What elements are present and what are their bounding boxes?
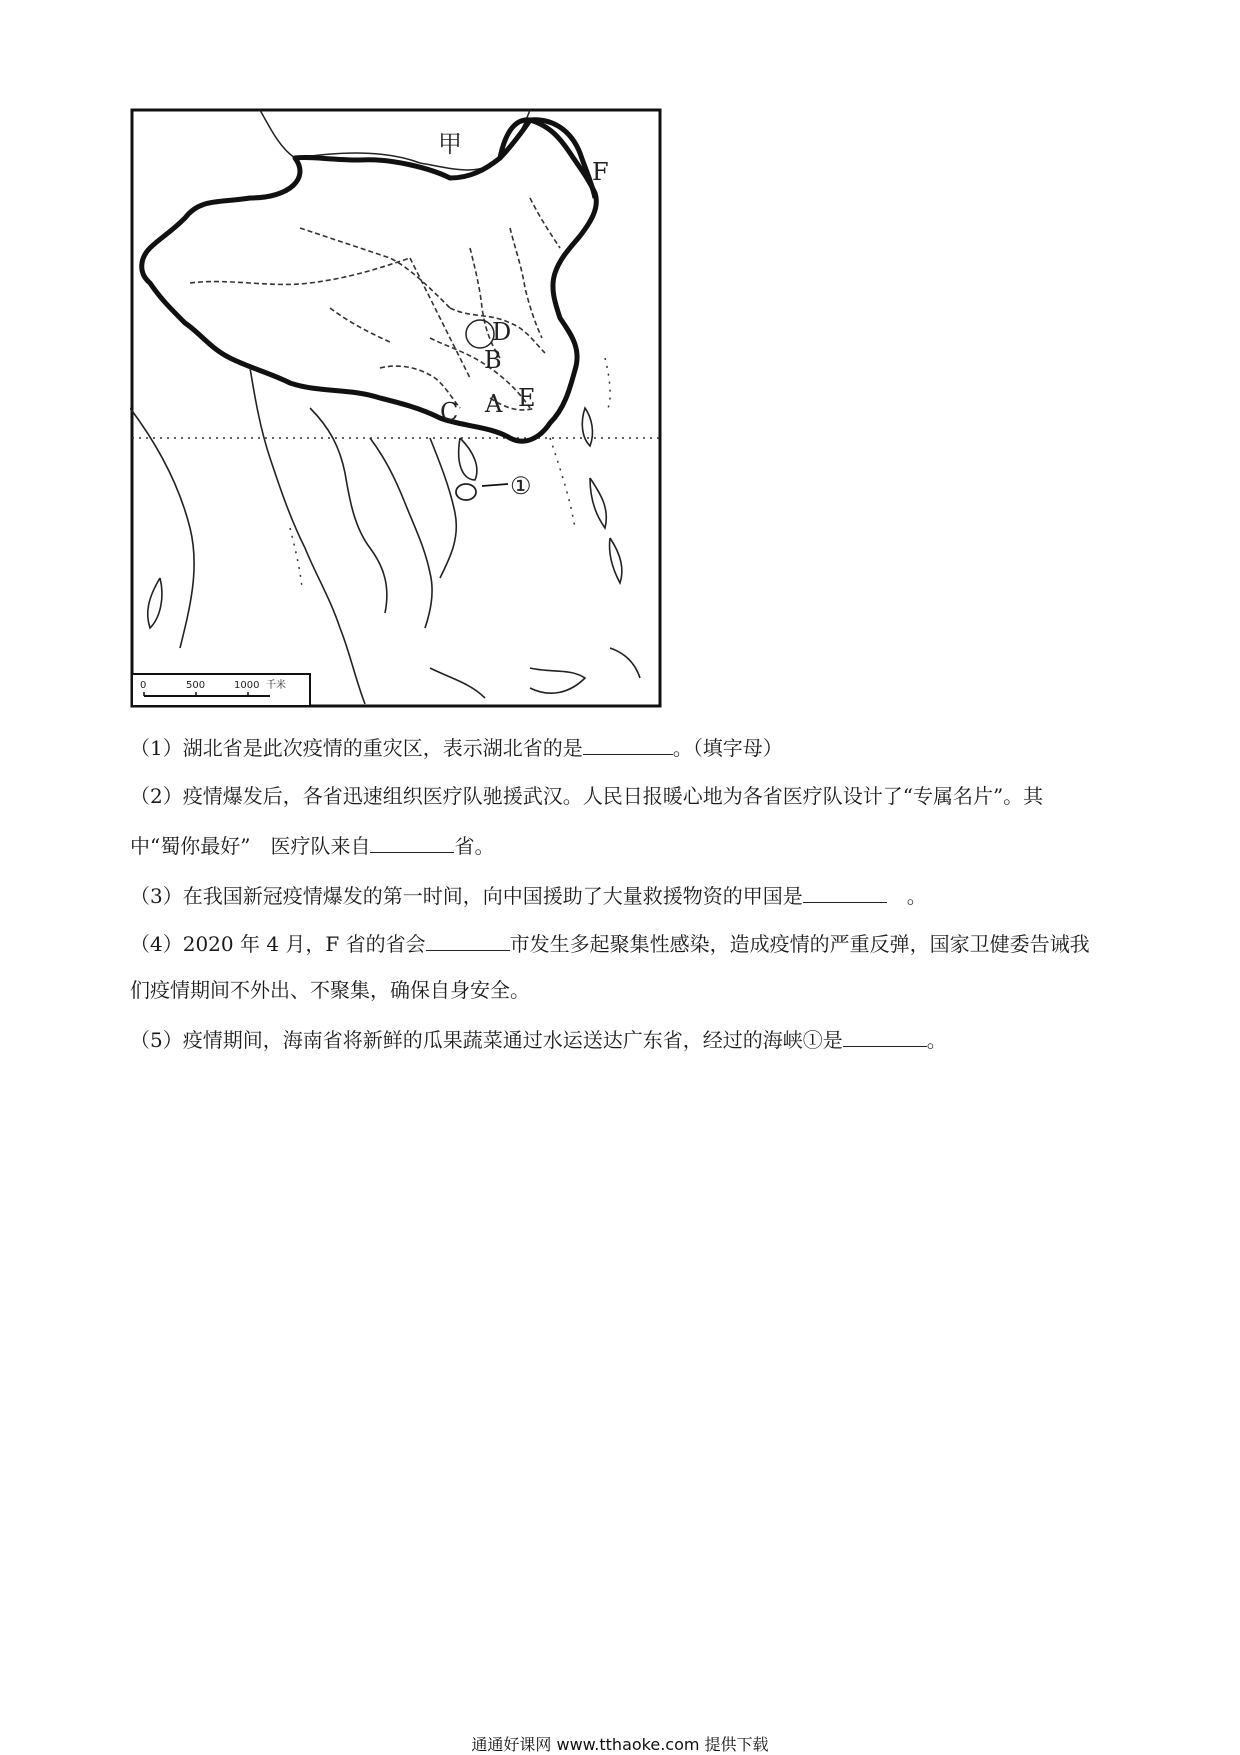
hubei-circle (466, 320, 494, 348)
question-2-line-1: （2）疫情爆发后，各省迅速组织医疗队驰援武汉。人民日报暖心地为各省医疗队设计了“专属名片”。其 (130, 784, 1044, 808)
question-4-line-2: 们疫情期间不外出、不聚集，确保自身安全。 (130, 978, 530, 1002)
label-d: D (492, 318, 512, 346)
question-3: （3）在我国新冠疫情爆发的第一时间，向中国援助了大量救援物资的甲国是 。 (130, 880, 927, 910)
map-border (132, 110, 660, 706)
label-e: E (518, 384, 536, 412)
province-boundaries (190, 198, 560, 410)
answer-blank-3[interactable] (803, 880, 887, 903)
question-4-line-1: （4）2020 年 4 月，F 省的省会 市发生多起聚集性感染，造成疫情的严重反弹，国家卫健委告诫我 (130, 928, 1090, 958)
question-1: （1）湖北省是此次疫情的重灾区，表示湖北省的是 。（填字母） (130, 732, 783, 762)
hainan-island (456, 484, 476, 500)
label-strait-1: ① (510, 472, 532, 500)
page-footer: 通通好课网 www.tthaoke.com 提供下载 (471, 1735, 769, 1754)
islands (430, 408, 640, 698)
map-svg (130, 108, 664, 710)
northeast-border (500, 120, 595, 198)
china-map-figure (130, 108, 664, 710)
scale-zero: 0 (140, 680, 147, 691)
scale-unit: 千米 (266, 680, 286, 691)
scale-mid: 500 (186, 680, 206, 691)
answer-blank-2[interactable] (370, 830, 454, 853)
answer-blank-5[interactable] (843, 1024, 927, 1047)
question-5: （5）疫情期间，海南省将新鲜的瓜果蔬菜通过水运送达广东省，经过的海峡①是 。 (130, 1024, 947, 1054)
southeast-asia-borders (130, 368, 477, 704)
label-f: F (592, 158, 609, 186)
label-a: A (485, 390, 503, 418)
strait-pointer (482, 484, 508, 486)
label-jia: 甲 (438, 130, 462, 158)
answer-blank-1[interactable] (583, 732, 673, 755)
label-b: B (484, 346, 502, 374)
scale-max: 1000 (234, 680, 260, 691)
question-2-line-2: 中“蜀你最好” 医疗队来自 省。 (130, 830, 494, 860)
label-c: C (440, 398, 459, 426)
answer-blank-4[interactable] (426, 928, 510, 951)
